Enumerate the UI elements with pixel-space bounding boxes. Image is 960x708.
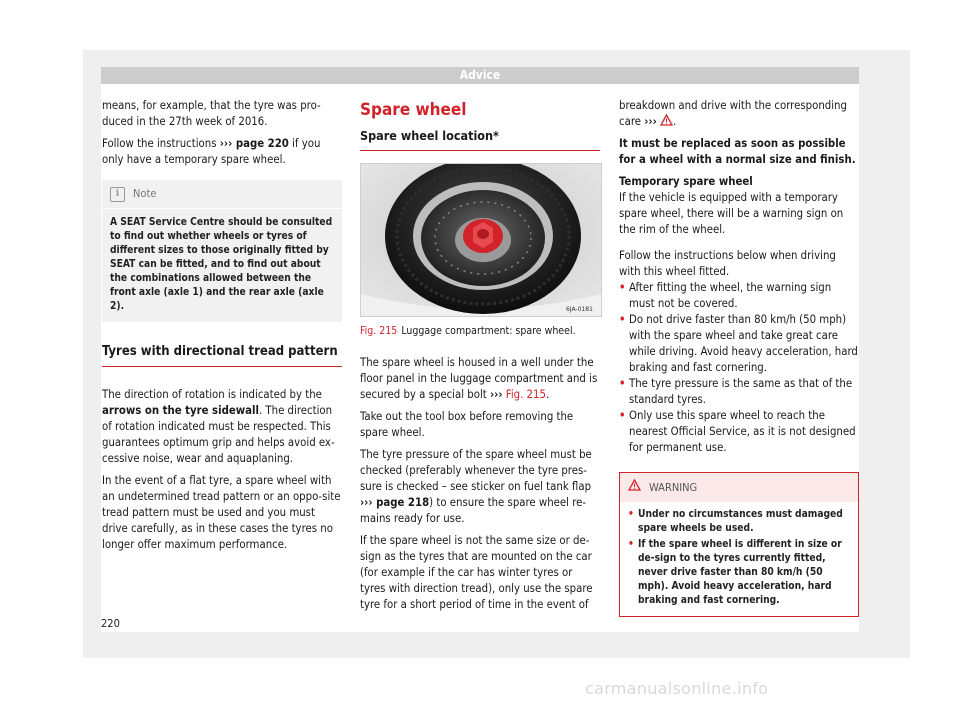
page-ref-arrow: ››› xyxy=(219,137,233,150)
list-item: • Do not drive faster than 80 km/h (50 mph) with the spare wheel and take great care while driving. Avoid heavy acceleration, hard braking and fast cornering. xyxy=(619,312,859,376)
paragraph: It must be replaced as soon as possible for a wheel with a normal size and finish. xyxy=(619,137,856,166)
list-item: • Only use this spare wheel to reach the nearest Official Service, as it is not designed for permanent use. xyxy=(619,408,859,456)
paragraph xyxy=(102,387,342,467)
warning-item: • If the spare wheel is different in size or de-sign to the tyres currently fitted, never drive faster than 80 km/h (50 mph). Avoid heavy acceleration, hard braking and fast cornering. xyxy=(628,538,850,608)
paragraph: Take out the tool box before removing the spare wheel. xyxy=(360,410,574,439)
caption-text: Luggage compartment: spare wheel. xyxy=(401,325,576,337)
text: . The direction of rotation indicated must be respected. This guarantees optimum grip and helps avoid ex-cessive noise, wear and aquaplaning. xyxy=(102,404,335,465)
figure-number: Fig. 215 xyxy=(360,325,398,337)
text: Follow the instructions xyxy=(102,137,220,150)
paragraph: means, for example, that the tyre was pro-duced in the 27th week of 2016. xyxy=(102,99,321,128)
section-title: Spare wheel xyxy=(360,100,467,120)
warning-box xyxy=(619,472,859,617)
warning-list xyxy=(628,508,850,608)
warning-label: WARNING xyxy=(649,480,698,494)
subheading: Tyres with directional tread pattern xyxy=(102,344,342,367)
page-ref-arrow: ››› xyxy=(644,115,657,128)
figure-ref-link[interactable]: Fig. 215 xyxy=(502,388,546,401)
paragraph xyxy=(619,98,859,130)
spare-wheel-figure xyxy=(360,163,602,317)
page-ref-link[interactable]: page 218 xyxy=(372,496,430,509)
warning-ref-icon[interactable] xyxy=(660,115,673,128)
paragraph: In the event of a flat tyre, a spare wheel with an undetermined tread pattern or an oppo-site tread pattern must be used and you must drive carefully, as in these cases the tyres no longer offer maximum performance. xyxy=(102,474,341,551)
column-1 xyxy=(102,98,342,559)
subheading: Spare wheel location* xyxy=(360,128,600,151)
paragraph: If the spare wheel is not the same size or de-sign as the tyres that are mounted on the car (for example if the car has winter tyres or tyres with direction tread), only use the spare tyre for a short period of time in the event of xyxy=(360,534,593,611)
subheading: Temporary spare wheel xyxy=(619,175,753,188)
text: if you only have a temporary spare wheel. xyxy=(102,137,321,166)
figure-caption xyxy=(360,323,600,339)
text: . xyxy=(673,115,677,128)
emphasis: arrows on the tyre sidewall xyxy=(102,404,259,417)
note-label: Note xyxy=(133,187,157,200)
page-ref-arrow: ››› xyxy=(360,496,373,509)
page-ref-link[interactable]: page 220 xyxy=(232,137,289,150)
warning-body xyxy=(620,502,858,616)
note-box xyxy=(102,180,342,322)
text: The direction of rotation is indicated by the xyxy=(102,388,322,401)
note-body: A SEAT Service Centre should be consulted to find out whether wheels or tyres of different sizes to those originally fitted by SEAT can be fitted, and to find out about the combinations allowed between the front axle (axle 1) and the rear axle (axle 2). xyxy=(110,217,333,312)
section-header: Advice xyxy=(101,67,859,84)
spare-wheel-image xyxy=(361,164,601,316)
paragraph: Follow the instructions below when driving with this wheel fitted. xyxy=(619,249,836,278)
column-3 xyxy=(619,98,859,617)
text: The tyre pressure of the spare wheel must be checked (preferably whenever the tyre pres-sure is checked – see sticker on fuel tank flap xyxy=(360,448,592,493)
warning-icon xyxy=(628,479,641,496)
note-header xyxy=(102,180,342,209)
paragraph xyxy=(360,447,600,527)
text: . xyxy=(545,388,550,401)
page-number: 220 xyxy=(101,617,120,630)
paragraph xyxy=(102,136,342,168)
column-2 xyxy=(360,100,600,619)
list-item: • The tyre pressure is the same as that of the standard tyres. xyxy=(619,376,859,408)
text: breakdown and drive with the corresponding care xyxy=(619,99,847,128)
warning-header xyxy=(620,473,858,502)
watermark: carmanualsonline.info xyxy=(585,679,769,698)
text: ) to ensure the spare wheel re-mains ready for use. xyxy=(360,496,587,525)
info-icon: i xyxy=(110,187,125,202)
text: The spare wheel is housed in a well under the floor panel in the luggage compartment and is secured by a special bolt xyxy=(360,356,598,401)
warning-item: • Under no circumstances must damaged spare wheels be used. xyxy=(628,508,850,536)
paragraph: If the vehicle is equipped with a temporary spare wheel, there will be a warning sign on the rim of the wheel. xyxy=(619,191,844,236)
figure-code: 6JA-0181 xyxy=(566,306,593,313)
page-ref-arrow: ››› xyxy=(490,388,503,401)
paragraph xyxy=(360,355,600,403)
bullet-list xyxy=(619,280,859,456)
list-item: • After fitting the wheel, the warning sign must not be covered. xyxy=(619,280,859,312)
